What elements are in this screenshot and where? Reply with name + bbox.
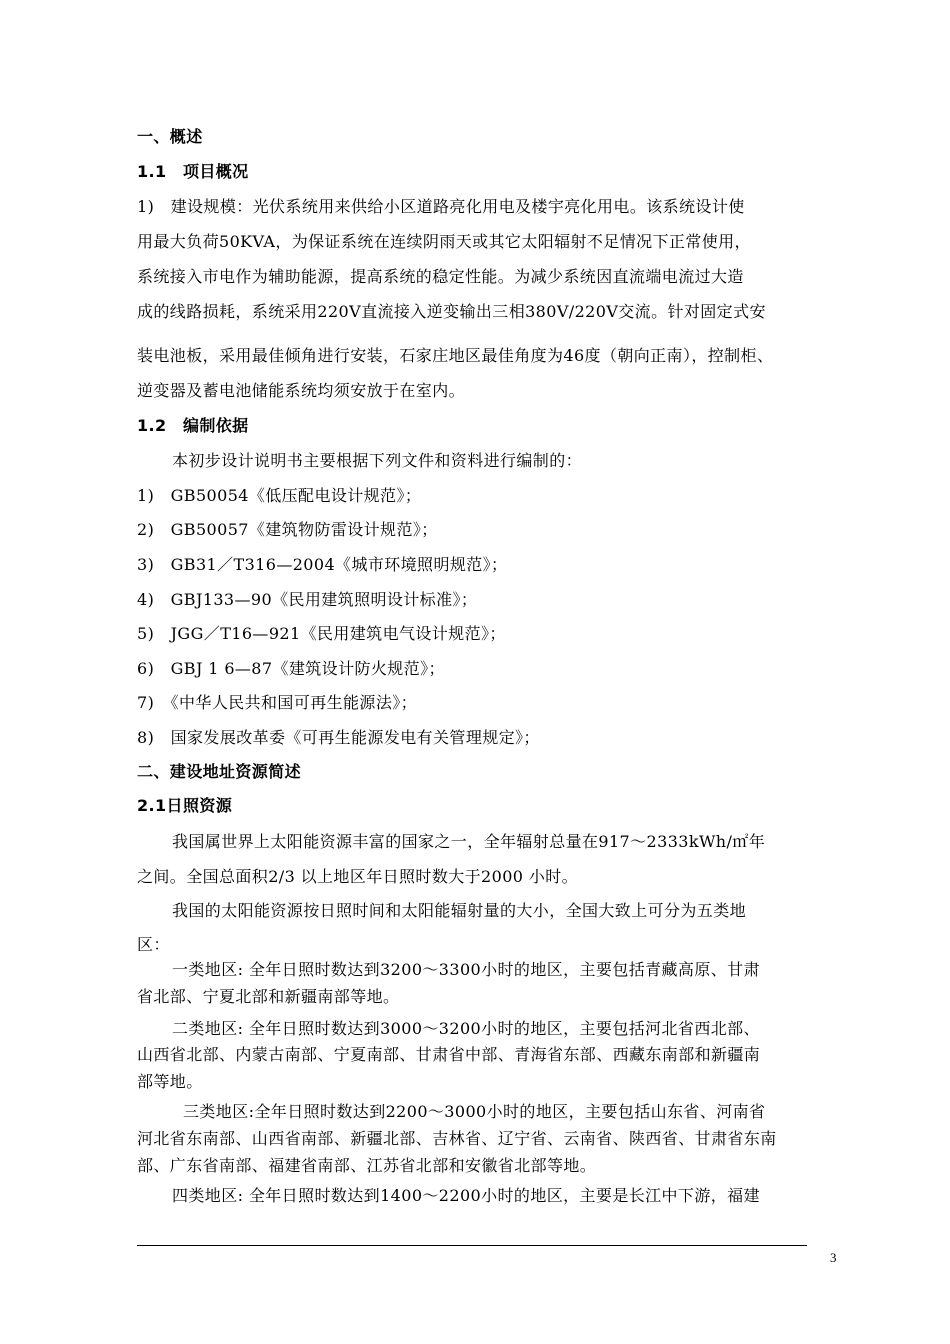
section-1-heading: 一、概述 <box>137 127 203 146</box>
list-item: 3) GB31／T316—2004《城市环境照明规范》； <box>137 555 508 574</box>
paragraph-line: 四类地区: 全年日照时数达到1400～2200小时的地区，主要是长江中下游，福建 <box>172 1186 760 1205</box>
paragraph-line: 装电池板，采用最佳倾角进行安装，石家庄地区最佳角度为46度（朝向正南），控制柜、 <box>137 346 774 365</box>
paragraph-line: 三类地区:全年日照时数达到2200～3000小时的地区，主要包括山东省、河南省 <box>183 1102 766 1121</box>
list-item: 5) JGG／T16—921《民用建筑电气设计规范》； <box>137 624 506 643</box>
paragraph-line: 一类地区: 全年日照时数达到3200～3300小时的地区，主要包括青藏高原、甘肃 <box>172 960 760 979</box>
paragraph-line: 河北省东南部、山西省南部、新疆北部、吉林省、辽宁省、云南省、陕西省、甘肃省东南 <box>137 1129 777 1148</box>
paragraph-line: 系统接入市电作为辅助能源，提高系统的稳定性能。为减少系统因直流端电流过大造 <box>137 267 744 286</box>
page-number: 3 <box>830 1250 837 1265</box>
list-item: 8) 国家发展改革委《可再生能源发电有关管理规定》； <box>137 728 540 747</box>
paragraph-line: 部等地。 <box>137 1072 203 1091</box>
paragraph-line: 省北部、宁夏北部和新疆南部等地。 <box>137 987 400 1006</box>
section-1-2-heading: 1.2 编制依据 <box>137 416 249 435</box>
paragraph-line: 用最大负荷50KVA，为保证系统在连续阴雨天或其它太阳辐射不足情况下正常使用， <box>137 232 751 251</box>
paragraph-line: 二类地区: 全年日照时数达到3000～3200小时的地区，主要包括河北省西北部、 <box>172 1019 760 1038</box>
list-item: 4) GBJ133—90《民用建筑照明设计标准》； <box>137 590 478 609</box>
section-1-1-heading: 1.1 项目概况 <box>137 162 249 181</box>
paragraph-line: 我国的太阳能资源按日照时间和太阳能辐射量的大小，全国大致上可分为五类地 <box>172 901 747 920</box>
paragraph-line: 我国属世界上太阳能资源丰富的国家之一，全年辐射总量在917～2333kWh/㎡年 <box>172 832 766 851</box>
paragraph-line: 本初步设计说明书主要根据下列文件和资料进行编制的： <box>172 451 583 470</box>
paragraph-line: 之间。全国总面积2/3 以上地区年日照时数大于2000 小时。 <box>137 867 579 886</box>
list-item: 7) 《中华人民共和国可再生能源法》； <box>137 693 418 712</box>
paragraph-line: 区： <box>137 935 170 954</box>
paragraph-line: 成的线路损耗，系统采用220V直流接入逆变输出三相380V/220V交流。针对固定式安 <box>137 302 766 321</box>
section-2-heading: 二、建设地址资源简述 <box>137 762 302 781</box>
list-item: 6) GBJ 1 6—87《建筑设计防火规范》； <box>137 659 445 678</box>
paragraph-line: 山西省北部、内蒙古南部、宁夏南部、甘肃省中部、青海省东部、西藏东南部和新疆南 <box>137 1045 761 1064</box>
paragraph-line: 逆变器及蓄电池储能系统均须安放于在室内。 <box>137 381 466 400</box>
list-item: 1) GB50054《低压配电设计规范》； <box>137 486 422 505</box>
paragraph-line: 部、广东省南部、福建省南部、江苏省北部和安徽省北部等地。 <box>137 1156 597 1175</box>
footer-divider <box>137 1245 807 1246</box>
paragraph-line: 1) 建设规模：光伏系统用来供给小区道路亮化用电及楼宇亮化用电。该系统设计使 <box>137 197 745 216</box>
list-item: 2) GB50057《建筑物防雷设计规范》； <box>137 520 438 539</box>
section-2-1-heading: 2.1日照资源 <box>137 796 233 815</box>
